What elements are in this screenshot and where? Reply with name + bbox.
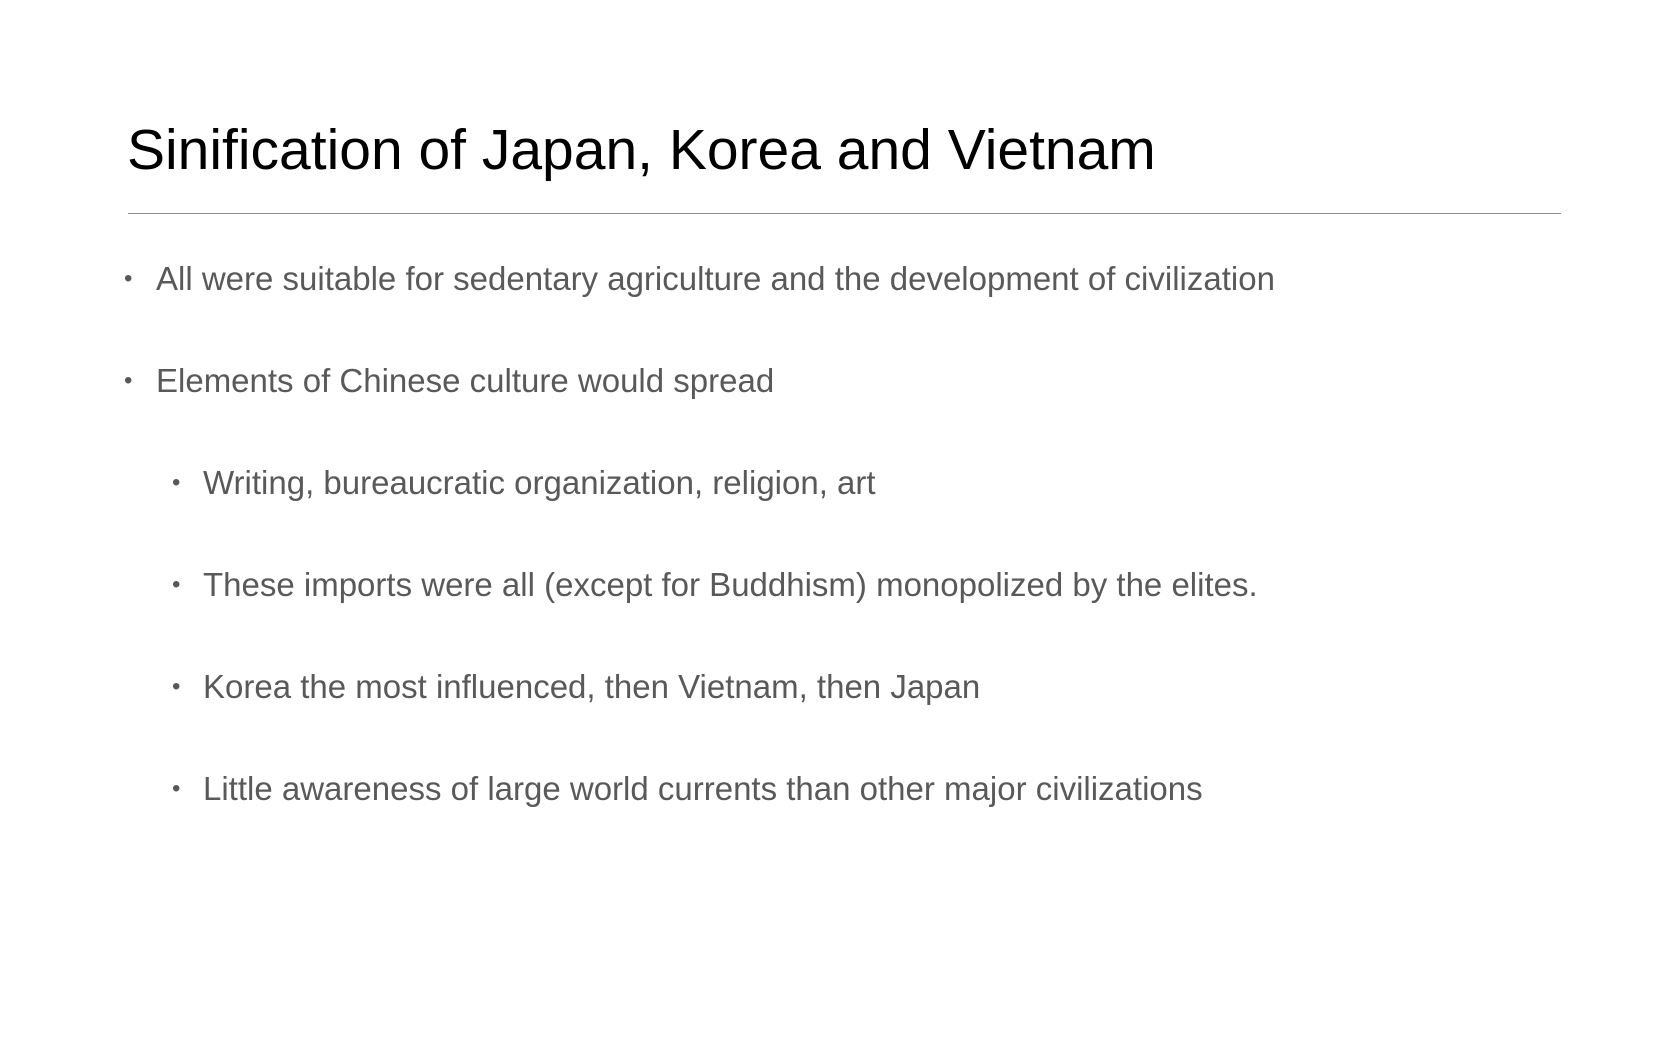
slide-title: Sinification of Japan, Korea and Vietnam (127, 118, 1156, 182)
sub-bullet-text: Korea the most influenced, then Vietnam, then Japan (203, 668, 981, 705)
title-divider (128, 213, 1561, 214)
bullet-dot-icon: • (124, 265, 133, 292)
sub-bullet-text: These imports were all (except for Buddhism) monopolized by the elites. (203, 566, 1258, 603)
sub-bullet-text: Writing, bureaucratic organization, religion, art (203, 464, 876, 501)
bullet-text: Elements of Chinese culture would spread (156, 362, 775, 399)
bullet-dot-icon: • (124, 367, 133, 394)
bullet-dot-icon: • (172, 571, 181, 598)
bullet-text: All were suitable for sedentary agriculture and the development of civilization (156, 260, 1275, 297)
bullet-dot-icon: • (172, 775, 181, 802)
bullet-dot-icon: • (172, 469, 181, 496)
bullet-dot-icon: • (172, 673, 181, 700)
sub-bullet-text: Little awareness of large world currents than other major civilizations (203, 770, 1203, 807)
